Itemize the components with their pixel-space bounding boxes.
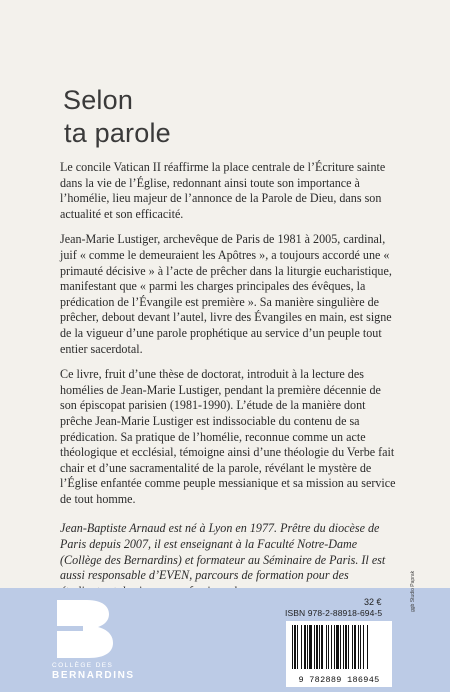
isbn-label: ISBN 978-2-88918-694-5	[285, 608, 383, 618]
author-bio: Jean-Baptiste Arnaud est né à Lyon en 1977. Prêtre du diocèse de Paris depuis 2007, il est enseignant à la Faculté Notre-Dame (Collège des Bernardins) et formateur au Séminaire de Paris. Il est aussi responsable d’EVEN, parcours de formation pour des	[60, 521, 386, 583]
title-line-2: ta parole	[64, 118, 171, 148]
paragraph-2: Jean-Marie Lustiger, archevêque de Paris de 1981 à 2005, cardinal, juif « comme le demeuraient les Apôtres », a toujours accordé une « primauté décisive » à l’acte de prêcher dans la liturgie eucharistique, manifestant que « parmi les charges principales des évêques, la prédication de l’Évangile est première ». Sa manière singulière de prêcher, debout devant l’autel, livre des Évangiles en main, est signe de la vigueur d’une parole prophétique au service d’un peuple tout entier sacerdotal.	[60, 232, 392, 356]
publisher-name	[52, 662, 135, 681]
title-line-1: Selon	[63, 85, 134, 115]
book-title	[63, 84, 171, 150]
bernardins-logo-icon	[57, 600, 113, 658]
price-label: 32 €	[364, 597, 382, 607]
barcode-digits: 9 782889 186945	[298, 675, 380, 685]
footer-band	[0, 570, 450, 692]
paragraph-1: Le concile Vatican II réaffirme la place centrale de l’Écriture sainte dans la vie de l’Église, redonnant ainsi toute son importance à l’homélie, lieu majeur de l’annonce de la Parole de Dieu, dans son actualité et son efficacité.	[60, 160, 386, 221]
publisher-line-2: BERNARDINS	[52, 670, 135, 681]
design-credit: ggb Studio Paprak	[410, 570, 416, 612]
barcode-bars-icon	[286, 621, 392, 673]
publisher-line-1: COLLÈGE DES	[52, 662, 114, 669]
paragraph-3: Ce livre, fruit d’une thèse de doctorat, introduit à la lecture des homélies de Jean-Marie Lustiger, pendant la première décennie de son épiscopat parisien (1981-1990). L’étude de la manière dont prêche Jean-Marie Lustiger est indissociable du contenu de sa prédication. Sa pratique de l’homélie, reconnue comme un acte théologique et ecclésial, témoigne ainsi d’une théologie du Verbe fait chair et d’une sacramentalité de la parole, révélant le mystère de l’Église enfantée comme peuple messianique et sa mission au service de tout homme.	[60, 367, 396, 506]
back-cover-text	[60, 160, 396, 609]
barcode	[286, 621, 392, 687]
